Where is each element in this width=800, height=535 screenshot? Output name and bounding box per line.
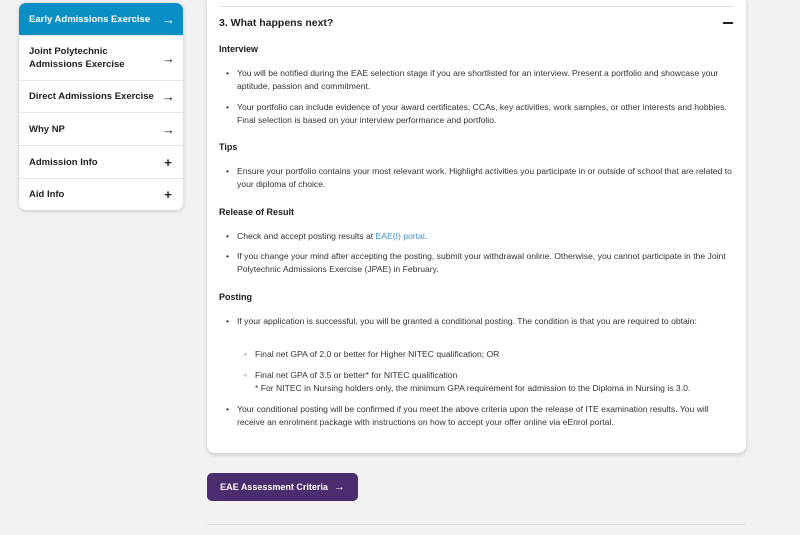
list-item (237, 230, 734, 243)
sidebar-item-label: Joint Polytechnic Admissions Exercise (29, 46, 125, 70)
accordion-panel (207, 0, 746, 453)
sidebar-item-label: Admission Info (29, 156, 98, 168)
arrow-right-icon: → (162, 50, 175, 66)
list-item: • If your application is successful, you will be granted a conditional posting. The condition is that you are required to obtain: (237, 315, 734, 328)
sidebar-item-why-np[interactable] (19, 112, 183, 145)
sidebar-nav (19, 3, 183, 210)
accordion-header[interactable] (219, 15, 734, 31)
minus-icon[interactable] (723, 22, 733, 24)
section-heading-tips: Tips (219, 142, 238, 152)
list-item: • You will be notified during the EAE selection stage if you are shortlisted for an interview. Present a portfolio and showcase your aptitude, passion and commitment. (237, 67, 734, 93)
sidebar-item-joint-polytechnic[interactable] (19, 35, 183, 80)
list-item (255, 369, 734, 395)
arrow-right-icon: → (162, 121, 175, 137)
sidebar-item-early-admissions[interactable] (19, 3, 183, 35)
section-heading-release: Release of Result (219, 207, 295, 217)
accordion-title: 3. What happens next? (219, 17, 334, 29)
sidebar-item-admission-info[interactable] (19, 145, 183, 178)
eae-portal-link[interactable]: EAE(I) portal (375, 231, 425, 241)
list-item: • Your portfolio can include evidence of your award certificates, CCAs, key activities, work samples, or other interests and hobbies. Final selection is based on your interview performance and portfolio. (237, 101, 734, 127)
list-item: • Ensure your portfolio contains your most relevant work. Highlight activities you participate in or outside of school that are related to your diploma of choice. (237, 165, 734, 191)
arrow-right-icon: → (333, 481, 345, 493)
list-item: • If you change your mind after accepting the posting, submit your withdrawal online. Otherwise, you cannot participate in the Joint Polytechnic Admissions Exercise (JPAE) in February. (237, 250, 734, 276)
plus-icon: + (164, 187, 172, 202)
section-heading-posting: Posting (219, 292, 252, 302)
sidebar-item-label: Why NP (29, 123, 65, 135)
list-item: • Your conditional posting will be confirmed if you meet the above criteria upon the release of ITE examination results. You will receive an enrolment package with instructions on how to accept your offer online via eEnrol portal. (237, 403, 734, 429)
sidebar-item-label: Direct Admissions Exercise (29, 91, 154, 102)
gpa-text: ◦ Final net GPA of 3.5 or better* for NITEC qualification (255, 370, 458, 380)
sidebar-item-label: Aid Info (29, 189, 65, 200)
plus-icon: + (164, 154, 172, 170)
button-label: EAE Assessment Criteria (220, 482, 328, 492)
section-heading-interview: Interview (219, 44, 259, 54)
sidebar-item-label: Early Admissions Exercise (29, 13, 151, 25)
release-text: Check and accept posting results at (237, 231, 376, 241)
list-item: ◦ Final net GPA of 2.0 or better for Higher NITEC qualification; OR (255, 348, 734, 361)
eae-assessment-criteria-button[interactable] (207, 473, 358, 501)
arrow-right-icon: → (162, 11, 175, 27)
divider (219, 6, 734, 7)
release-text-end: . (424, 231, 428, 241)
arrow-right-icon: → (162, 89, 175, 104)
divider (207, 524, 746, 525)
sidebar-item-direct-admissions[interactable] (19, 80, 183, 112)
nursing-note: * For NITEC in Nursing holders only, the minimum GPA requirement for admission to the Diploma in Nursing is 3.0. (255, 383, 691, 393)
sidebar-item-aid-info[interactable] (19, 178, 183, 210)
